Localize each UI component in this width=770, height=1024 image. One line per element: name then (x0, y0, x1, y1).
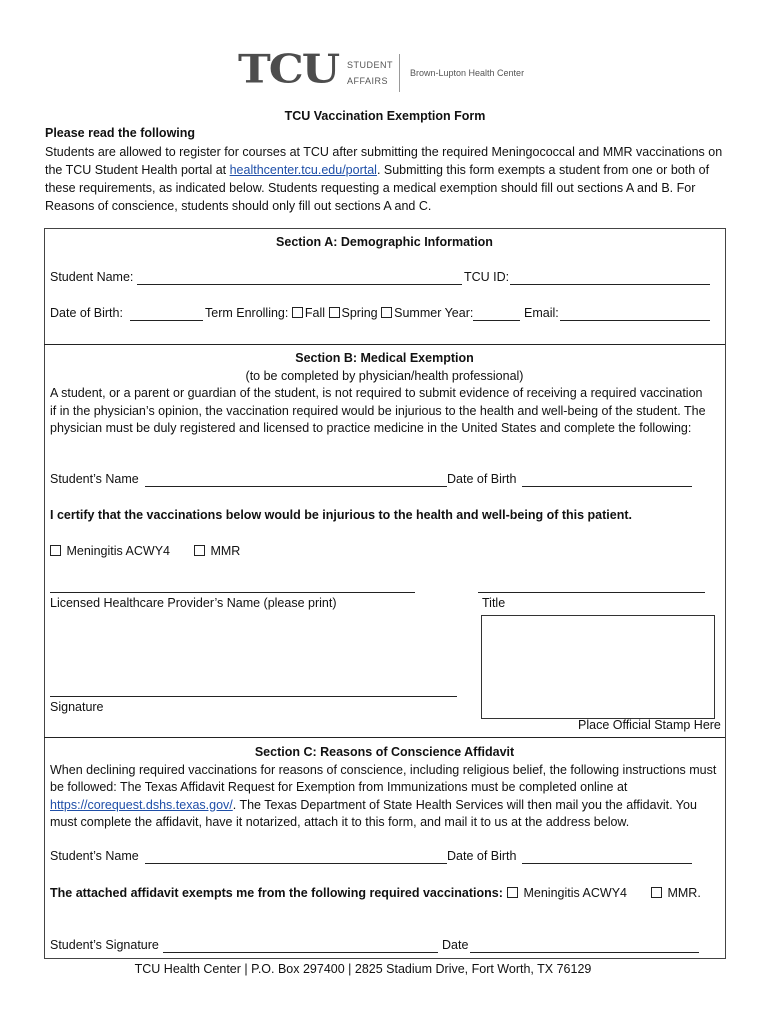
tcu-logo: TCU (238, 46, 339, 93)
section-c-text-1: When declining required vaccinations for reasons of conscience, including religious belief, the following instructions must be followed: The Texas Affidavit Request for Exemption from Immunizations must be completed online at (50, 763, 717, 795)
email-field[interactable] (560, 320, 710, 321)
c-date-label: Date (442, 938, 469, 952)
student-name-label: Student Name: (50, 270, 134, 284)
provider-name-label: Licensed Healthcare Provider’s Name (please print) (50, 596, 337, 610)
section-a-title: Section A: Demographic Information (276, 235, 493, 249)
fall-label: Fall (304, 306, 326, 320)
c-meningitis-label: Meningitis ACWY4 (523, 886, 627, 900)
logo-separator (399, 54, 400, 92)
spring-label: Spring (341, 306, 378, 320)
c-mmr-label: MMR. (667, 886, 701, 900)
footer-address: TCU Health Center | P.O. Box 297400 | 2825 Stadium Drive, Fort Worth, TX 76129 (134, 962, 592, 976)
b-student-name-label: Student’s Name (50, 472, 139, 486)
dob-label: Date of Birth: (50, 306, 123, 320)
dob-field[interactable] (130, 320, 203, 321)
c-dob-label: Date of Birth (447, 849, 517, 863)
tcu-id-field[interactable] (510, 284, 710, 285)
portal-link[interactable]: healthcenter.tcu.edu/portal (229, 163, 377, 177)
intro-text-2: . Submitting this form exempts a student from one or both of these requirements, as indicated below. Students requesting a medical exemption should fill out sections A and B. For Reasons of conscience, students should only fill out sections A and C. (45, 163, 710, 213)
b-mmr-option (194, 544, 240, 558)
tcu-id-label: TCU ID: (464, 270, 510, 284)
c-signature-field[interactable] (163, 952, 438, 953)
c-student-name-label: Student’s Name (50, 849, 139, 863)
intro-text-1: Students are allowed to register for courses at TCU after submitting the required Meningococcal and MMR vaccinations on the TCU Student Health portal at (45, 145, 723, 177)
section-b-subtitle: (to be completed by physician/health professional) (245, 369, 524, 383)
b-student-name-field[interactable] (145, 486, 447, 487)
stamp-label: Place Official Stamp Here (578, 718, 721, 732)
section-b-text: A student, or a parent or guardian of the student, is not required to submit evidence of receiving a required vaccination if in the physician’s opinion, the vaccination required would be injurious to the health and well-being of the student. The physician must be duly registered and licensed to practice medicine in the United States and complete the following: (50, 386, 706, 435)
divider-a-b (44, 344, 725, 345)
term-enrolling (205, 306, 473, 320)
b-mmr-checkbox[interactable] (194, 545, 205, 556)
term-label: Term Enrolling: (205, 306, 289, 320)
b-vaccine-options (50, 544, 170, 558)
b-meningitis-checkbox[interactable] (50, 545, 61, 556)
stamp-box (481, 615, 715, 719)
summer-checkbox[interactable] (381, 307, 392, 318)
corequest-link[interactable]: https://corequest.dshs.texas.gov/ (50, 797, 233, 812)
provider-signature-label: Signature (50, 700, 104, 714)
logo-dept-line1: STUDENT (347, 60, 393, 70)
c-student-name-field[interactable] (145, 863, 447, 864)
divider-b-c (44, 737, 725, 738)
summer-label: Summer (394, 306, 442, 320)
b-dob-field[interactable] (522, 486, 692, 487)
section-b-title: Section B: Medical Exemption (295, 351, 474, 365)
c-signature-label: Student’s Signature (50, 938, 159, 952)
b-mmr-label: MMR (210, 544, 241, 558)
year-label: Year: (444, 306, 474, 320)
section-c-text (50, 762, 718, 831)
c-exempts-statement: The attached affidavit exempts me from the following required vaccinations: (50, 886, 503, 900)
c-mmr-checkbox[interactable] (651, 887, 662, 898)
year-field[interactable] (473, 320, 520, 321)
email-label: Email: (524, 306, 559, 320)
certify-statement: I certify that the vaccinations below would be injurious to the health and well-being of this patient. (50, 508, 632, 522)
logo-center-name: Brown-Lupton Health Center (410, 68, 525, 78)
c-dob-field[interactable] (522, 863, 692, 864)
c-meningitis-option (507, 886, 627, 900)
section-c-text-2: . The Texas Department of State Health Services will then mail you the affidavit. You must complete the affidavit, have it notarized, attach it to this form, and mail it to us at the address below. (50, 797, 697, 829)
intro-heading: Please read the following (45, 126, 196, 140)
form-title: TCU Vaccination Exemption Form (284, 109, 486, 123)
section-c-title: Section C: Reasons of Conscience Affidavit (254, 745, 515, 759)
provider-title-field[interactable] (478, 592, 705, 593)
c-date-field[interactable] (470, 952, 699, 953)
logo-dept-line2: AFFAIRS (347, 76, 389, 86)
form-sections-box (44, 228, 726, 959)
intro-paragraph (45, 143, 725, 215)
c-mmr-option (651, 886, 701, 900)
fall-checkbox[interactable] (292, 307, 303, 318)
b-meningitis-label: Meningitis ACWY4 (66, 544, 170, 558)
c-meningitis-checkbox[interactable] (507, 887, 518, 898)
provider-title-label: Title (482, 596, 506, 610)
student-name-field[interactable] (137, 284, 462, 285)
b-dob-label: Date of Birth (447, 472, 517, 486)
spring-checkbox[interactable] (329, 307, 340, 318)
provider-signature-field[interactable] (50, 696, 457, 697)
provider-name-field[interactable] (50, 592, 415, 593)
